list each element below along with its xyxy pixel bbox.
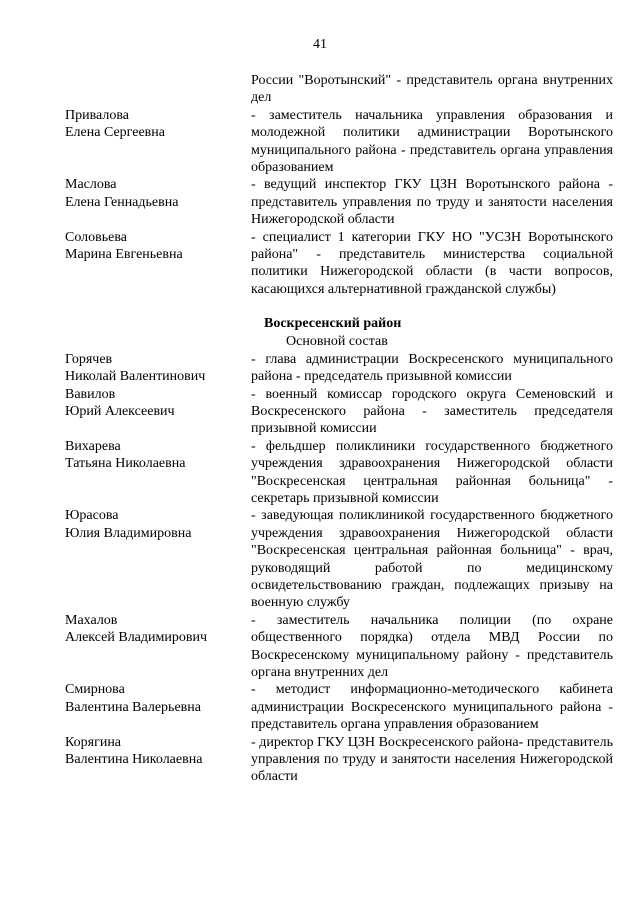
page-number: 41 <box>313 37 327 52</box>
member-surname: Махалов <box>65 612 118 628</box>
member-given-name: Юрий Алексеевич <box>65 403 175 419</box>
member-role: - глава администрации Воскресенского муниципального района - председатель призывной комиссии <box>251 351 613 385</box>
member-given-name: Елена Геннадьевна <box>65 194 179 210</box>
member-role: - ведущий инспектор ГКУ ЦЗН Воротынского района - представитель управления по труду и занятости населения Нижегородской области <box>251 177 613 228</box>
member-name <box>65 734 251 786</box>
member-row <box>65 107 615 177</box>
member-row <box>65 734 615 786</box>
member-given-name: Валентина Валерьевна <box>65 699 201 715</box>
member-row <box>65 507 615 611</box>
member-given-name: Юлия Владимировна <box>65 525 192 541</box>
member-name <box>65 681 251 733</box>
member-given-name: Валентина Николаевна <box>65 752 203 768</box>
member-name <box>65 72 251 107</box>
continuation-row <box>65 72 615 107</box>
member-name <box>65 386 251 438</box>
member-role: - заместитель начальника управления образования и молодежной политики администрации Воротынского муниципального района - представитель органа управления образованием <box>251 107 613 176</box>
member-role: - заместитель начальника полиции (по охране общественного порядка) отдела МВД России по Воскресенскому муниципальному району - представитель органа внутренних дел <box>251 612 613 680</box>
member-surname: Юрасова <box>65 508 119 524</box>
member-row <box>65 612 615 682</box>
member-surname: Соловьева <box>65 229 127 245</box>
member-name <box>65 229 251 299</box>
member-surname: Горячев <box>65 351 113 367</box>
member-name <box>65 507 251 611</box>
member-name <box>65 351 251 386</box>
member-role: - заведующая поликлиникой государственного бюджетного учреждения здравоохранения Нижегородской области "Воскресенская центральная районная больница" - врач, руководящий работой по медицинскому освидетельствованию граждан, подлежащих призыву на военную службу <box>251 508 613 611</box>
member-surname: Смирнова <box>65 682 125 698</box>
member-name <box>65 612 251 682</box>
member-row <box>65 386 615 438</box>
member-surname: Корягина <box>65 734 122 750</box>
member-given-name: Марина Евгеньевна <box>65 247 183 263</box>
member-row <box>65 351 615 386</box>
member-role: - директор ГКУ ЦЗН Воскресенского района- представитель управления по труду и занятости населения Нижегородской области <box>251 734 613 785</box>
member-row <box>65 438 615 508</box>
member-surname: Маслова <box>65 177 117 193</box>
member-role: России "Воротынский" - представитель органа внутренних дел <box>251 73 613 106</box>
member-name <box>65 438 251 508</box>
member-name <box>65 107 251 177</box>
member-row <box>65 176 615 228</box>
member-name <box>65 176 251 228</box>
member-role: - специалист 1 категории ГКУ НО "УСЗН Воротынского района" - представитель министерства социальной политики Нижегородской области (в части вопросов, касающихся альтернативной гражданской службы) <box>251 229 613 297</box>
member-role: - военный комиссар городского округа Семеновский и Воскресенского района - заместитель председателя призывной комиссии <box>251 386 613 437</box>
member-row <box>65 229 615 299</box>
member-row <box>65 681 615 733</box>
member-surname: Привалова <box>65 107 129 123</box>
member-role: - методист информационно-методического кабинета администрации Воскресенского муниципального района - представитель органа управления образованием <box>251 682 613 733</box>
member-surname: Вихарева <box>65 438 121 454</box>
member-given-name: Татьяна Николаевна <box>65 456 186 472</box>
commission-list <box>65 72 615 786</box>
member-given-name: Елена Сергеевна <box>65 125 165 141</box>
member-given-name: Алексей Владимирович <box>65 630 208 646</box>
member-surname: Вавилов <box>65 386 116 402</box>
member-role: - фельдшер поликлиники государственного бюджетного учреждения здравоохранения Нижегородской области "Воскресенская центральная районная больница" - секретарь призывной комиссии <box>251 438 613 506</box>
section-title: Воскресенский район <box>264 316 402 332</box>
section-subtitle: Основной состав <box>286 334 388 350</box>
member-given-name: Николай Валентинович <box>65 369 206 385</box>
